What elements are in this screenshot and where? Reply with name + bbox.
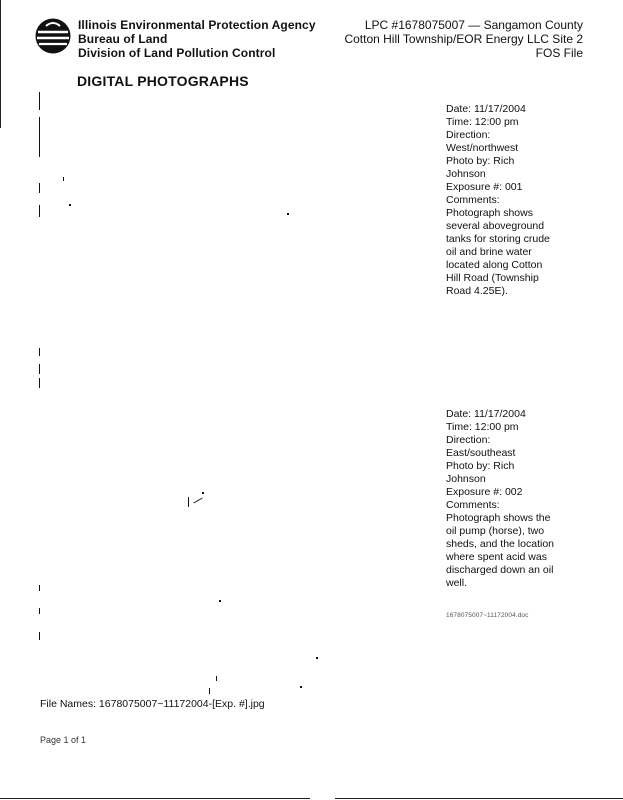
bottom-edge-line-right	[335, 798, 623, 799]
info-line: oil and brine water	[446, 246, 532, 258]
scan-mark	[219, 600, 221, 602]
scan-mark	[39, 632, 40, 640]
photo-info-1	[446, 103, 576, 298]
photo-info-2	[446, 408, 576, 590]
file-names: File Names: 1678075007~11172004-[Exp. #].jpg	[40, 698, 265, 710]
scan-mark	[287, 213, 289, 215]
scan-mark	[39, 608, 40, 614]
iepa-logo-icon	[34, 17, 72, 55]
info-line: oil pump (horse), two	[446, 525, 545, 537]
agency-header	[78, 18, 316, 60]
lpc-number: LPC #1678075007 — Sangamon County	[364, 18, 583, 32]
info-line: where spent acid was	[446, 551, 547, 563]
scan-mark	[216, 676, 217, 681]
division-name: Division of Land Pollution Control	[78, 46, 276, 60]
doc-reference: 1678075007~11172004.doc	[446, 612, 529, 619]
scan-mark	[193, 498, 202, 504]
info-line: Time: 12:00 pm	[446, 421, 519, 433]
info-line: Photograph shows the	[446, 512, 551, 524]
left-edge-line	[0, 0, 1, 128]
scan-mark	[69, 204, 71, 206]
info-line: East/southeast	[446, 447, 516, 459]
info-line: Photo by: Rich	[446, 155, 515, 167]
file-type: FOS File	[535, 46, 583, 60]
scan-mark	[202, 492, 204, 494]
info-line: Photograph shows	[446, 207, 533, 219]
info-line: Exposure #: 001	[446, 181, 523, 193]
scan-mark	[316, 657, 318, 659]
info-line: Comments:	[446, 194, 500, 206]
info-line: West/northwest	[446, 142, 519, 154]
info-line: sheds, and the location	[446, 538, 554, 550]
info-line: Date: 11/17/2004	[446, 103, 526, 115]
scan-mark	[39, 364, 40, 374]
scan-mark	[209, 688, 210, 694]
scan-mark	[39, 92, 40, 110]
info-line: several aboveground	[446, 220, 545, 232]
info-line: Direction:	[446, 434, 491, 446]
scan-mark	[39, 585, 40, 591]
site-name: Cotton Hill Township/EOR Energy LLC Site 2	[344, 32, 583, 46]
info-line: Johnson	[446, 168, 486, 180]
scan-mark	[39, 117, 40, 157]
info-line: tanks for storing crude	[446, 233, 550, 245]
info-line: Date: 11/17/2004	[446, 408, 526, 420]
scan-mark	[39, 205, 40, 217]
info-line: located along Cotton	[446, 259, 543, 271]
info-line: Hill Road (Township	[446, 272, 539, 284]
site-header	[344, 18, 583, 60]
scan-mark	[39, 183, 40, 193]
page-title: DIGITAL PHOTOGRAPHS	[77, 73, 249, 89]
info-line: Direction:	[446, 129, 491, 141]
info-line: well.	[446, 577, 468, 589]
page-number: Page 1 of 1	[40, 735, 87, 745]
info-line: Road 4.25E).	[446, 285, 508, 297]
scan-mark	[63, 177, 64, 181]
info-line: Time: 12:00 pm	[446, 116, 519, 128]
info-line: Comments:	[446, 499, 500, 511]
scan-mark	[188, 497, 189, 507]
bottom-edge-line	[0, 798, 310, 799]
scan-mark	[39, 348, 40, 356]
scan-mark	[39, 378, 40, 388]
agency-name: Illinois Environmental Protection Agency	[78, 18, 316, 32]
scan-mark	[300, 686, 302, 688]
info-line: Johnson	[446, 473, 486, 485]
info-line: Exposure #: 002	[446, 486, 523, 498]
bureau-name: Bureau of Land	[78, 32, 168, 46]
info-line: discharged down an oil	[446, 564, 554, 576]
info-line: Photo by: Rich	[446, 460, 515, 472]
